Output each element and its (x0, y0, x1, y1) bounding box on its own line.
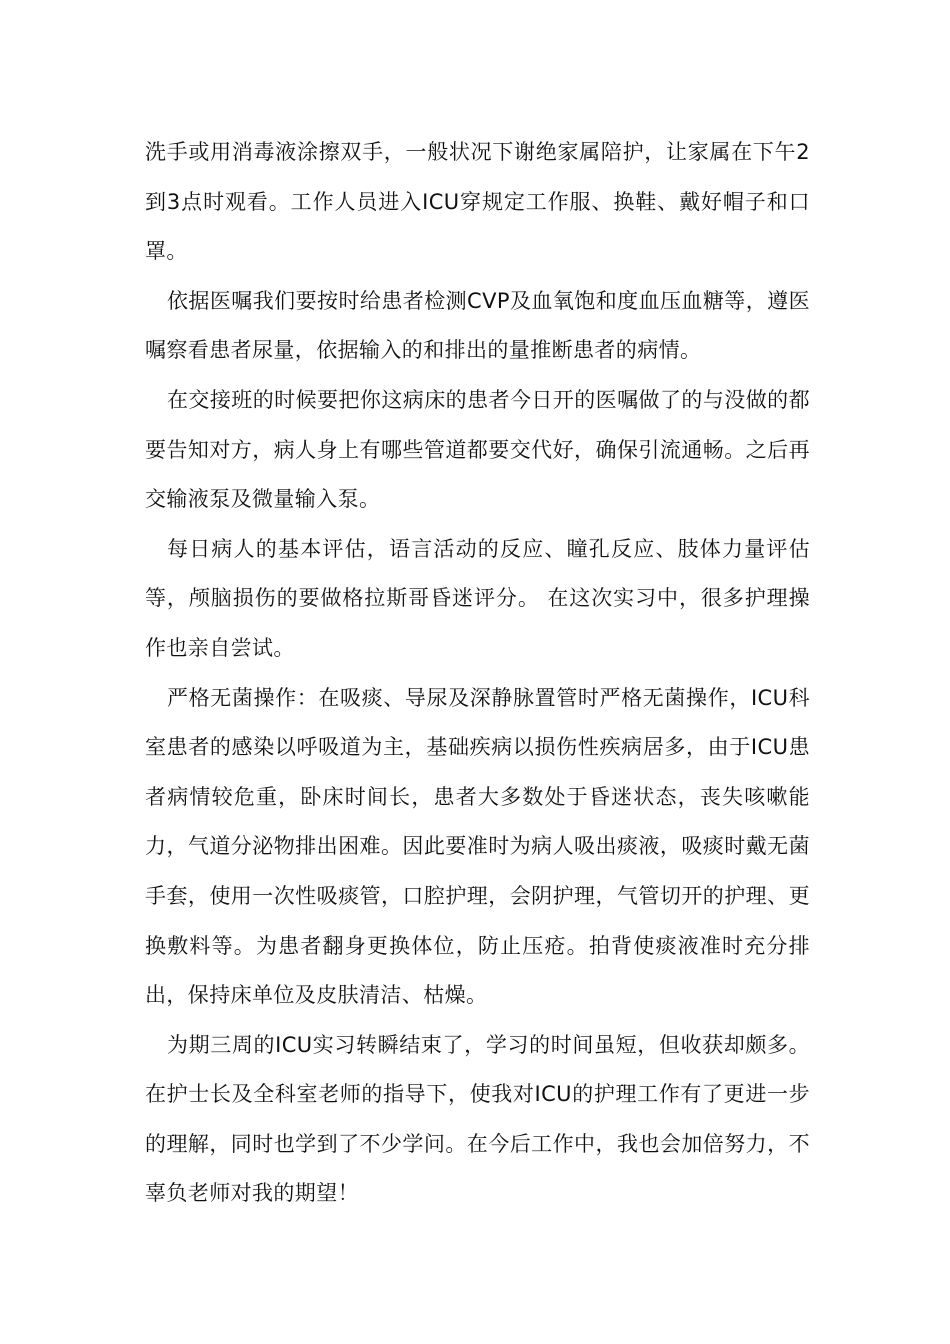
paragraph-6: 为期三周的ICU实习转瞬结束了，学习的时间虽短，但收获却颇多。在护士长及全科室老师的指导下，使我对ICU的护理工作有了更进一步的理解，同时也学到了不少学问。在今后工作中，我也会加倍努力，不辜负老师对我的期望！ (145, 1032, 810, 1206)
paragraph-4: 每日病人的基本评估，语言活动的反应、瞳孔反应、肢体力量评估等，颅脑损伤的要做格拉斯哥昏迷评分。 在这次实习中，很多护理操作也亲自尝试。 (145, 536, 810, 660)
paragraph-5: 严格无菌操作：在吸痰、导尿及深静脉置管时严格无菌操作，ICU科室患者的感染以呼吸道为主，基础疾病以损伤性疾病居多，由于ICU患者病情较危重，卧床时间长，患者大多数处于昏迷状态，丧失咳嗽能力，气道分泌物排出困难。因此要准时为病人吸出痰液，吸痰时戴无菌手套，使用一次性吸痰管，口腔护理，会阴护理，气管切开的护理、更换敷料等。为患者翻身更换体位，防止压疮。拍背使痰液准时充分排出，保持床单位及皮肤清洁、枯燥。 (145, 685, 810, 1008)
paragraph-3: 在交接班的时候要把你这病床的患者今日开的医嘱做了的与没做的都要告知对方，病人身上有哪些管道都要交代好，确保引流通畅。之后再交输液泵及微量输入泵。 (145, 387, 810, 512)
paragraph-2: 依据医嘱我们要按时给患者检测CVP及血氧饱和度血压血糖等，遵医嘱察看患者尿量，依据输入的和排出的量推断患者的病情。 (145, 288, 810, 363)
document-body (145, 128, 810, 1219)
paragraph-1: 洗手或用消毒液涂擦双手，一般状况下谢绝家属陪护，让家属在下午2到3点时观看。工作人员进入ICU穿规定工作服、换鞋、戴好帽子和口罩。 (145, 140, 810, 264)
